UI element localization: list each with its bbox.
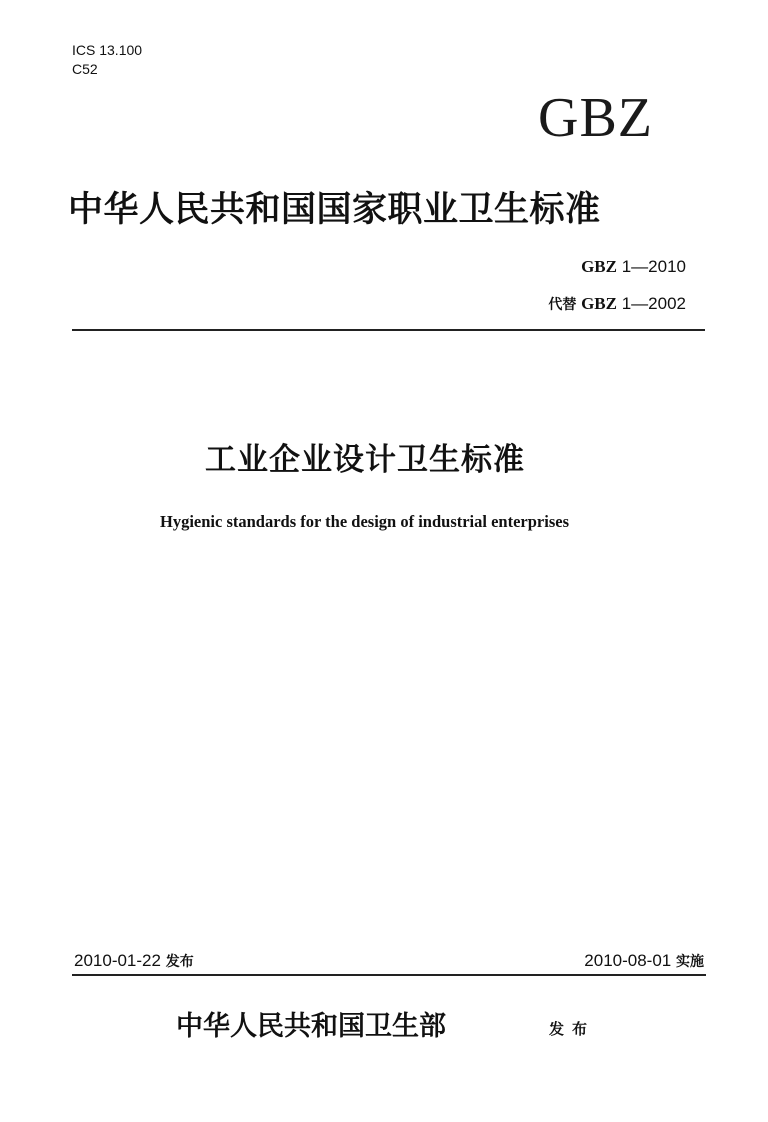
document-title-en: Hygienic standards for the design of industrial enterprises (160, 512, 569, 531)
standard-number-prefix: GBZ (581, 257, 617, 276)
gbz-logo: GBZ (538, 87, 653, 149)
replaces-standard (548, 293, 686, 316)
publish-label: 发布 (549, 1020, 596, 1038)
issue-date (74, 950, 194, 973)
implement-date (584, 950, 704, 973)
top-divider (72, 329, 705, 331)
implement-label: 实施 (676, 954, 704, 970)
issue-label: 发布 (165, 954, 194, 970)
ics-code: ICS 13.100 (72, 42, 143, 58)
issue-date-value: 2010-01-22 (74, 951, 161, 970)
document-title-zh: 工业企业设计卫生标准 (205, 442, 525, 478)
standard-category: 中华人民共和国国家职业卫生标准 (68, 189, 601, 230)
replaces-label: 代替 (548, 297, 577, 313)
implement-date-value: 2010-08-01 (584, 951, 672, 970)
standard-number (581, 256, 686, 278)
bottom-divider (72, 974, 706, 976)
standard-number-value: 1—2010 (621, 257, 686, 276)
publisher: 中华人民共和国卫生部 (176, 1011, 446, 1042)
replaces-prefix: GBZ (581, 294, 617, 313)
ccs-code: C52 (72, 61, 98, 77)
replaces-number: 1—2002 (621, 294, 686, 313)
